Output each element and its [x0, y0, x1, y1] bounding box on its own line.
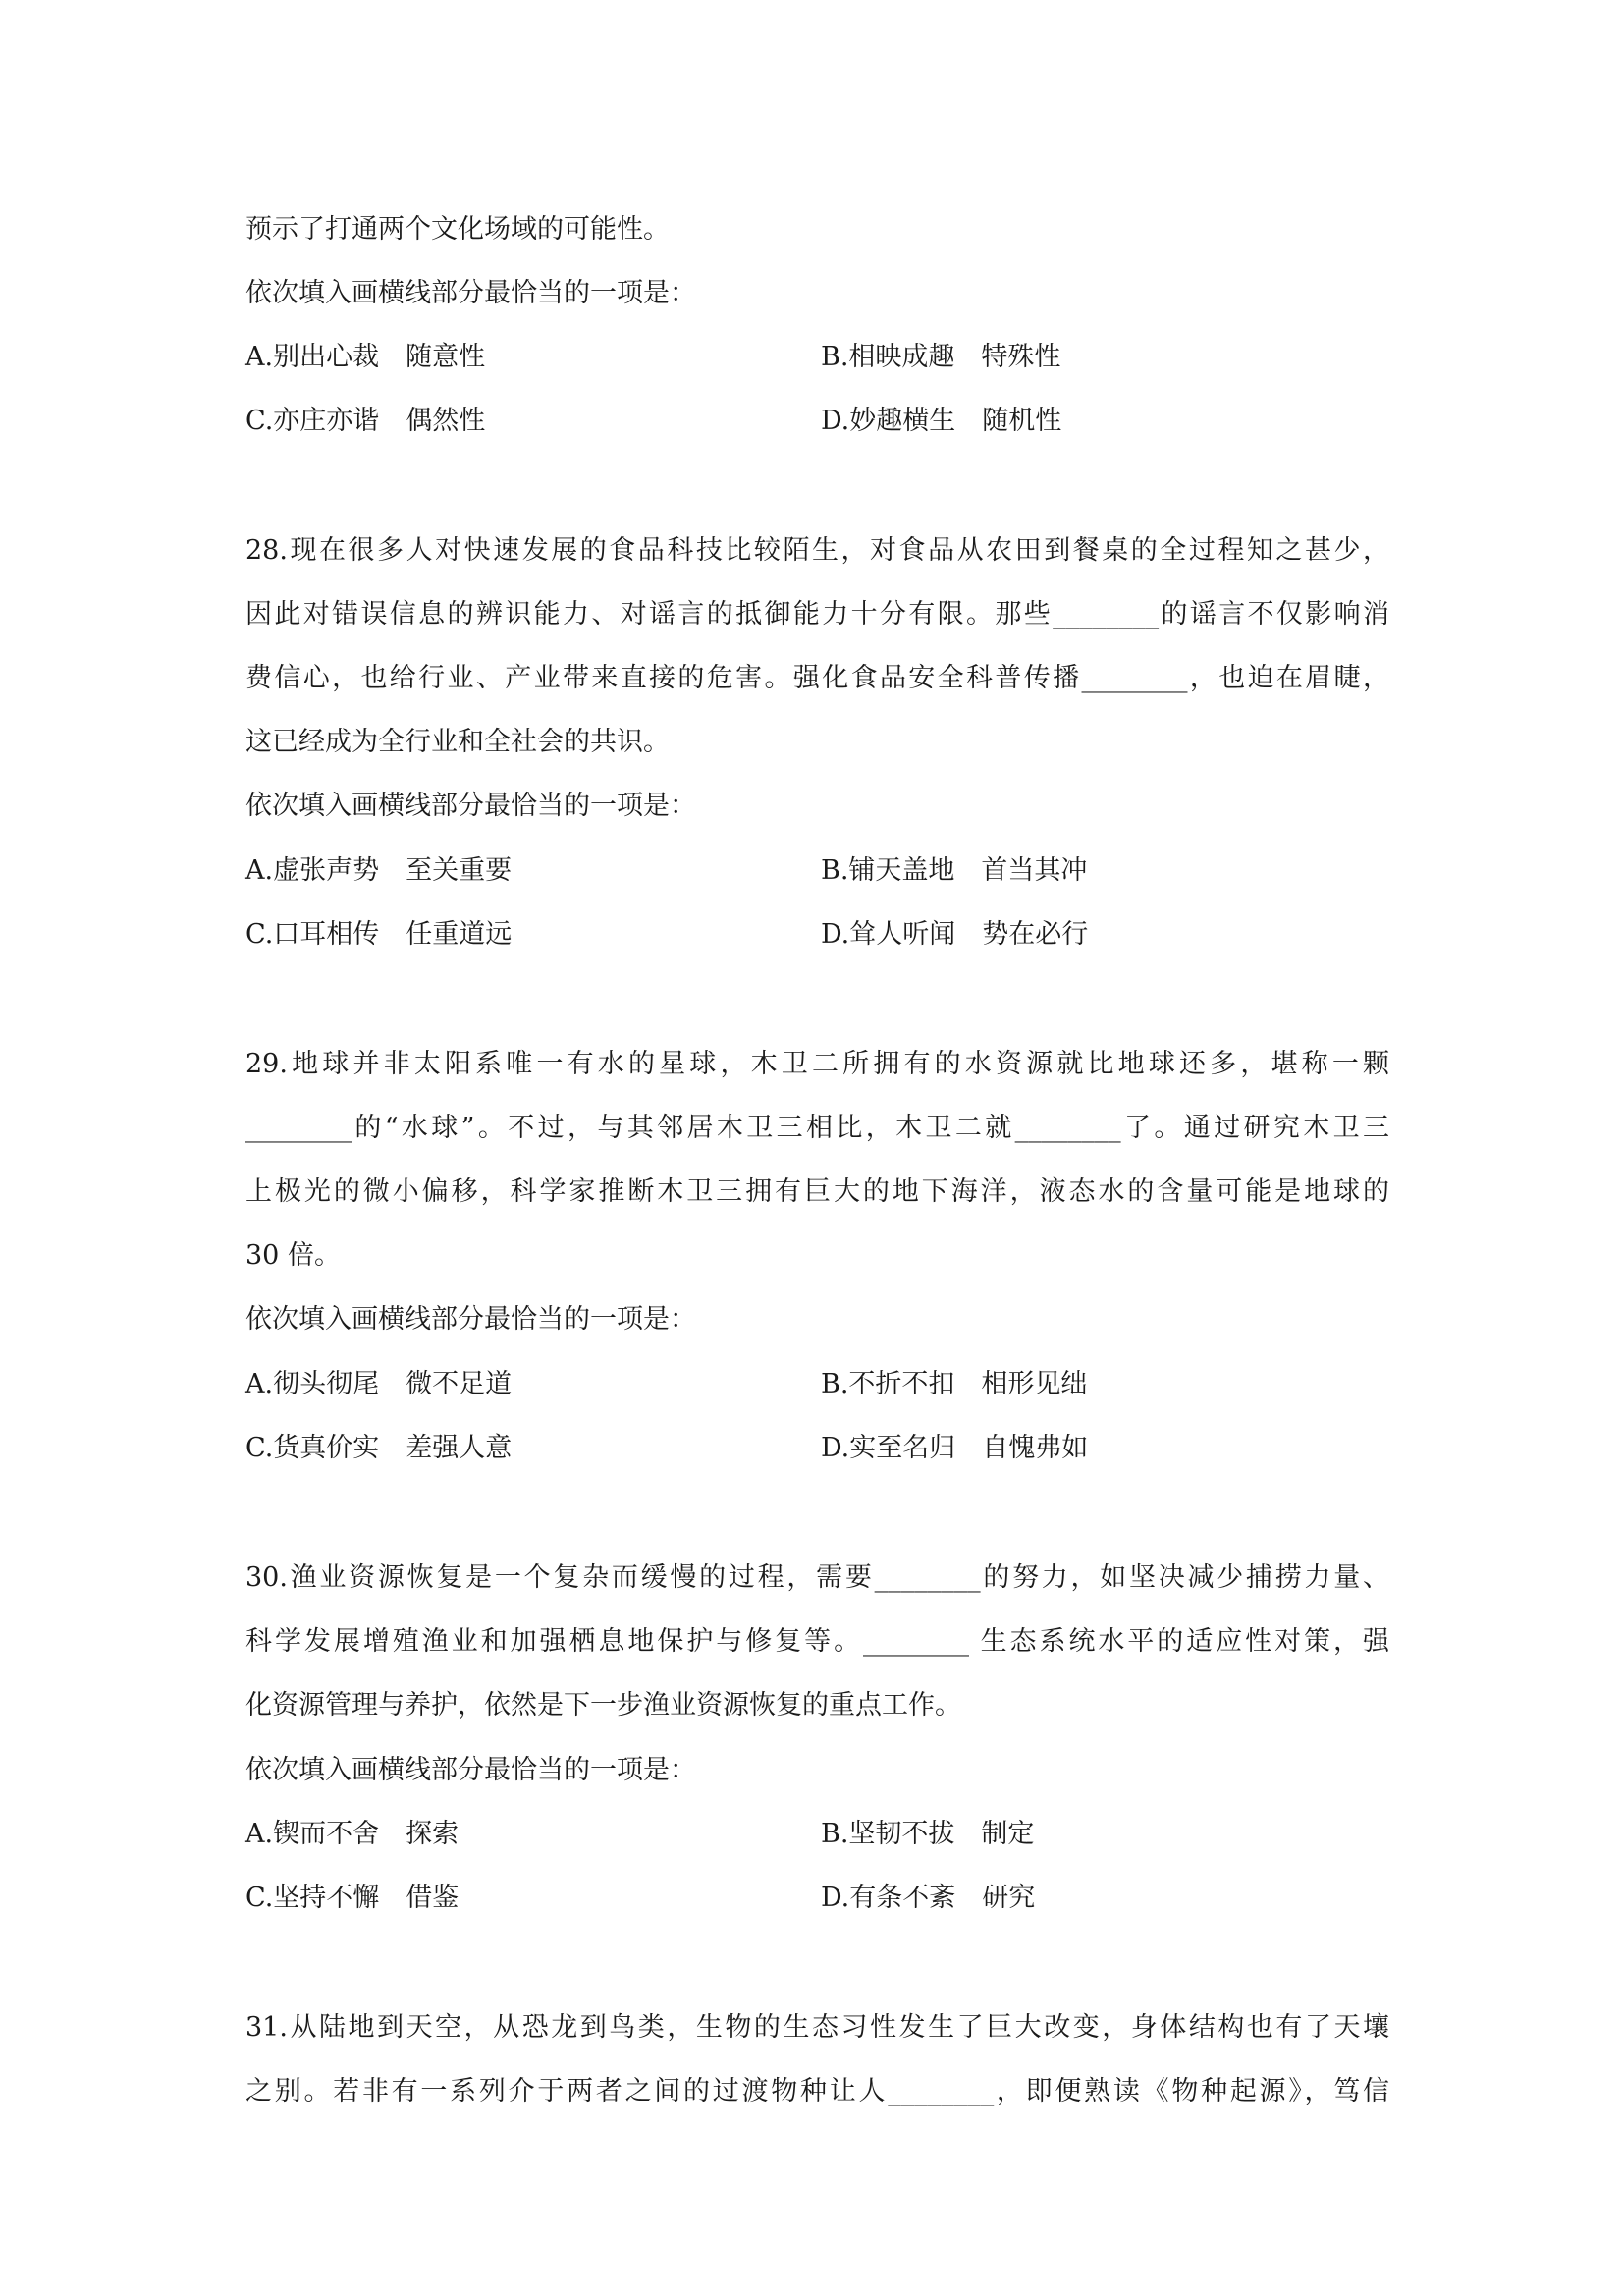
q30-option-d[interactable]: D.有条不紊 研究: [821, 1883, 1036, 1913]
q27-option-a[interactable]: A.别出心裁 随意性: [245, 342, 486, 372]
q29-prompt: 依次填入画横线部分最恰当的一项是：: [245, 1304, 696, 1335]
q29-text-line-4: 30 倍。: [245, 1240, 341, 1271]
q29-option-b[interactable]: B.不折不扣 相形见绌: [821, 1369, 1088, 1399]
q28-text-line-3: 费信心，也给行业、产业带来直接的危害。强化食品安全科普传播________，也迫在眉睫，: [245, 663, 1389, 693]
q29-option-a[interactable]: A.彻头彻尾 微不足道: [245, 1369, 513, 1399]
q27-continuation-text: 预示了打通两个文化场域的可能性。: [245, 214, 670, 245]
q28-text-line-4: 这已经成为全行业和全社会的共识。: [245, 727, 670, 757]
q27-option-c[interactable]: C.亦庄亦谐 偶然性: [245, 406, 486, 436]
q30-option-a[interactable]: A.锲而不舍 探索: [245, 1819, 460, 1849]
q30-option-b[interactable]: B.坚韧不拔 制定: [821, 1819, 1035, 1849]
q28-prompt: 依次填入画横线部分最恰当的一项是：: [245, 791, 696, 821]
q27-option-b[interactable]: B.相映成趣 特殊性: [821, 342, 1061, 372]
q28-option-c[interactable]: C.口耳相传 任重道远: [245, 919, 513, 950]
q28-option-d[interactable]: D.耸人听闻 势在必行: [821, 919, 1089, 950]
q30-prompt: 依次填入画横线部分最恰当的一项是：: [245, 1755, 696, 1785]
q31-text-line-1: 31.从陆地到天空，从恐龙到鸟类，生物的生态习性发生了巨大改变，身体结构也有了天壤: [245, 2012, 1389, 2043]
q29-option-d[interactable]: D.实至名归 自愧弗如: [821, 1433, 1089, 1463]
q29-option-c[interactable]: C.货真价实 差强人意: [245, 1433, 513, 1463]
q29-text-line-3: 上极光的微小偏移，科学家推断木卫三拥有巨大的地下海洋，液态水的含量可能是地球的: [245, 1176, 1389, 1207]
q27-prompt: 依次填入画横线部分最恰当的一项是：: [245, 278, 696, 308]
q30-text-line-2: 科学发展增殖渔业和加强栖息地保护与修复等。________ 生态系统水平的适应性对策，强: [245, 1626, 1389, 1657]
q27-option-d[interactable]: D.妙趣横生 随机性: [821, 406, 1062, 436]
q31-text-line-2: 之别。若非有一系列介于两者之间的过渡物种让人________，即便熟读《物种起源》，笃信: [245, 2076, 1389, 2106]
q28-text-line-2: 因此对错误信息的辨识能力、对谣言的抵御能力十分有限。那些________的谣言不仅影响消: [245, 599, 1389, 629]
q28-option-a[interactable]: A.虚张声势 至关重要: [245, 855, 513, 886]
q30-text-line-1: 30.渔业资源恢复是一个复杂而缓慢的过程，需要________的努力，如坚决减少捕捞力量、: [245, 1562, 1389, 1593]
q30-text-line-3: 化资源管理与养护，依然是下一步渔业资源恢复的重点工作。: [245, 1690, 961, 1721]
q30-option-c[interactable]: C.坚持不懈 借鉴: [245, 1883, 460, 1913]
q29-text-line-1: 29.地球并非太阳系唯一有水的星球，木卫二所拥有的水资源就比地球还多，堪称一颗: [245, 1049, 1389, 1079]
q29-text-line-2: ________的“水球”。不过，与其邻居木卫三相比，木卫二就________了。通过研究木卫三: [245, 1113, 1389, 1143]
q28-text-line-1: 28.现在很多人对快速发展的食品科技比较陌生，对食品从农田到餐桌的全过程知之甚少，: [245, 535, 1389, 566]
q28-option-b[interactable]: B.铺天盖地 首当其冲: [821, 855, 1088, 886]
